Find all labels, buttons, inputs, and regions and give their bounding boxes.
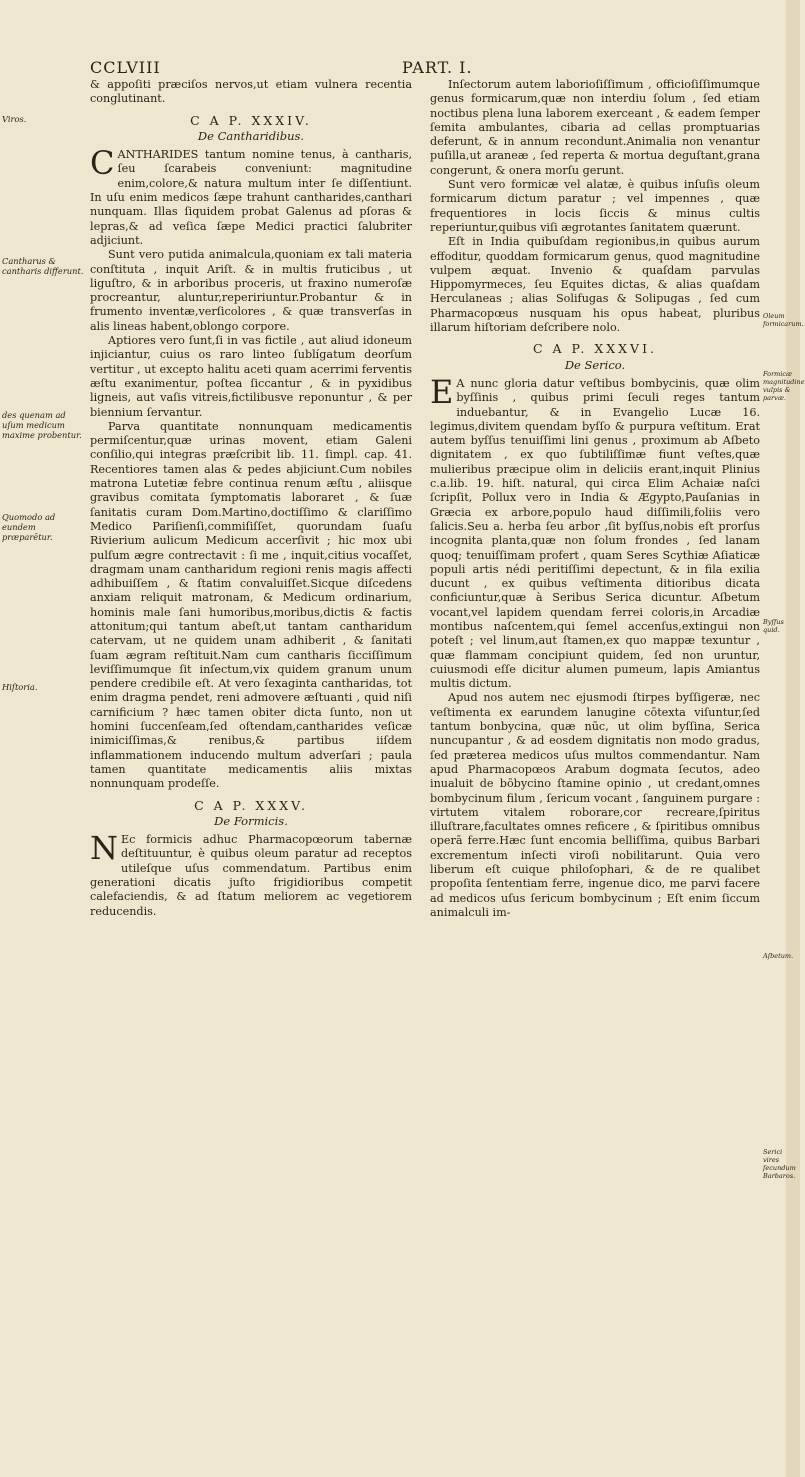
chapter-34-paragraph-4: Parva quantitate nonnunquam medicamentis permiſcentur,quæ urinas movent, etiam Galeni conſilio,qui integras præſcribit lib. 11. ſimpl. cap. 41. Recentiores tamen alas & pedes abjiciunt.Cum nobiles matrona Lutetiæ febre continua renum æſtu , aliisque gravibus comitata ſymptomatis laboraret , & ſuæ ſanitatis curam Dom.Martino,doctiſſimo & clariſſimo Medico Pariſienſi,commiſiſſet, quorundam ſuaſu Rivierium aulicum Medicum accerſivit ; hic mox ubi pulſum ægre contrectavit : ſi me , inquit,citius vocaſſet, dragmam unam cantharidum regioni renis magis affecti adhibuiſſem , & ſtatim convaluiſſet.Sicque diſcedens anxiam reliquit matronam, & Medicum ordinarium, hominis male ſani humoribus,moribus,dictis & factis attonitum;qui tantum abeſt,ut tantam cantharidum catervam, ut ne quidem unam adhiberit , & ſanitati ſuam ægram reſtituit.Nam cum cantharis ſicciſſimum leviſſimumque ſit inſectum,vix quidem granum unum pendere credibile eſt. At vero ſexaginta cantharidas, tot enim dragma pendet, reni admovere æſtuanti , quid niſi carnificium ? hæc tamen obiter dicta ſunto, non ut homini ſuccenſeam,ſed oſtendam,cantharides veſicæ inimiciſſimas,& renibus,& partibus iiſdem inflammationem inducendo multum adverſari ; paula tamen quantitate medicamentis aliis mixtas nonnunquam prodeſſe.: [90, 419, 412, 791]
right-column: [430, 78, 760, 920]
margin-note-oleum: Oleum formicarum.: [763, 312, 804, 328]
chapter-36-subtitle: De Serico.: [564, 357, 626, 372]
margin-note-usus: des quenam ad uſum medicum maxime probentur.: [2, 410, 82, 440]
page-edge: [786, 0, 800, 1477]
formicae-paragraph-1: Inſectorum autem laborioſiſſimum , officioſiſſimumque genus formicarum,quæ non interdiu ſolum , ſed etiam noctibus plena luna laborem exerceant , & eadem ſemper ſemita ambulantes, cibaria ad cellas promptuarias deferunt, & in annum recondunt.Animalia non venantur puſilla,ut araneæ , ſed reperta & mortua deguſtant,grana congerunt, & onera morſu gerunt.: [430, 78, 760, 177]
margin-note-quomodo: Quomodo ad eundem præparētur.: [2, 512, 56, 542]
drop-cap: N: [90, 829, 118, 868]
chapter-34-heading: C A P. XXXIV.: [190, 112, 312, 128]
paragraph-text: ANTHARIDES tantum nomine tenus, à cantharis, ſeu ſcarabeis conveniunt: magnitudine enim,colore,& natura multum inter ſe diſſentiunt. In uſu enim medicos ſæpe trahunt cantharides,canthari nunquam. Illas ſiquidem probat Galenus ad pſoras & lepras,& ad veſica ſæpe Medici practici ſalubriter adjiciunt.: [90, 148, 412, 247]
page-number: CCLVIII: [90, 58, 161, 77]
chapter-36-paragraph-1: [430, 372, 760, 692]
paragraph-text: Ec formicis adhuc Pharmacopœorum tabernæ deſtituuntur, è quibus oleum paratur ad receptos utileſque uſus commendatum. Partibus enim generationi dicatis juſto frigidioribus competit calefaciendis, & ad ſtatum meliorem ac vegetiorem reducendis.: [90, 833, 412, 918]
paragraph-text: A nunc gloria datur veſtibus bombycinis, quæ olim byſſinis , quibus primi ſeculi reges tantum induebantur, & in Evangelio Lucæ 16. legimus,divitem quendam byſſo & purpura veſtitum. Erat autem byſſus tenuiſſimi lini genus , proximum ab Aſbeto dignitatem , ex quo ſubtiliſſimæ fiunt veſtes,quæ mulieribus præcipue olim in deliciis erant,inquit Plinius c.a.lib. 19. hiſt. natural, qui circa Elim Achaiæ naſci ſcripſit, Pollux vero in India & Ægypto,Pauſanias in Græcia ex arbore,populo haud diſſimili,foliis vero ſalicis.Seu a. herba ſeu arbor ,ſit byſſus,nobis eſt prorſus incognita planta,quæ non ſolum frondes , ſed lanam quoq; tenuiſſimam profert , quam Seres Scythiæ Aſiaticæ populi artis nédi peritiſſimi depectunt, & in fila exilia ducunt , ex quibus veſtimenta ditioribus dicata conficiuntur,quæ à Seribus Serica dicuntur. Aſbetum vocant,vel lapidem quendam ferrei coloris,in Arcadiæ montibus naſcentem,qui ſemel accenſus,extingui non poteſt ; vel linum,aut ſtamen,ex quo mappæ texuntur , quæ flammam concipiunt quidem, ſed non uruntur, cuiusmodi eſſe dicitur alumen pumeum, lapis Amiantus multis dictum.: [430, 376, 760, 691]
margin-note-historia: Hiſtoria.: [2, 682, 38, 692]
chapter-34-paragraph-1: [90, 144, 412, 248]
formicae-paragraph-3: Eſt in India quibuſdam regionibus,in quibus aurum effoditur, quoddam formicarum genus, quod magnitudine vulpem æquat. Invenio & quaſdam parvulas Hippomyrmeces, ſeu Equites dictas, & alias quaſdam Herculaneas ; alias Solifugas & Solipugas , ſed cum Pharmacopœus nusquam his opus habeat, pluribus illarum hiſtoriam deſcribere nolo.: [430, 235, 760, 335]
chapter-36-paragraph-2: Apud nos autem nec ejusmodi ſtirpes byſſigeræ, nec veſtimenta ex earundem lanugine cōtexta viſuntur,ſed tantum bonbycina, quæ nūc, ut olim byſſina, Serica nuncupantur , & ad eosdem dignitatis non modo gradus, ſed præterea medicos uſus multos commendantur. Nam apud Pharmacopœos Arabum dogmata ſecutos, adeo inualuit de bōbycino ſtamine opinio , ut credant,omnes bombycinum filum , ſericum vocant , ſanguinem purgare : virtutem vitalem roborare,cor recreare,ſpiritus illuſtrare,facultates omnes reficere , & ſpiritibus omnibus operā ferre.Hæc ſunt encomia belliſſima, quibus Barbari excrementum inſecti viroſi nobilitarunt. Quia vero liberum eſt cuique philoſophari, & de re qualibet propoſita ſententiam ferre, ingenue dico, me parvi facere ad medicos uſus ſericum bombycinum ; Eſt enim ſiccum animalculi im-: [430, 691, 760, 919]
running-header: PART. I.: [402, 58, 473, 77]
intro-paragraph: & appoſiti præciſos nervos,ut etiam vulnera recentia conglutinant.: [90, 78, 412, 106]
margin-note-formicae: Formicæ magnitudine vulpis & parvæ.: [763, 370, 805, 402]
chapter-35-paragraph-1: [90, 829, 412, 919]
formicae-paragraph-2: Sunt vero formicæ vel alatæ, è quibus inſuſis oleum formicarum dictum paratur ; vel impennes , quæ frequentiores in locis ſiccis & minus cultis reperiuntur,quibus viſi ægrotantes ſanitatem quærunt.: [430, 178, 760, 234]
chapter-35-heading: C A P. XXXV.: [194, 797, 308, 813]
margin-note-sericum: Serici vires ſecundum Barbaros.: [763, 1148, 796, 1180]
chapter-36-heading: C A P. XXXVI.: [533, 341, 657, 357]
chapter-34-paragraph-2: Sunt vero putida animalcula,quoniam ex tali materia conſtituta , inquit Ariſt. & in multis fruticibus , ut liguſtro, & in arboribus proceris, ut fraxino numeroſæ procreantur, aluntur,repeririuntur.Probantur & in frumento inventæ,verſicolores , & quæ transverſas in alis lineas habent,oblongo corpore.: [90, 248, 412, 333]
left-column: [90, 78, 412, 919]
chapter-34-paragraph-3: Aptiores vero ſunt,ſi in vas fictile , aut aliud idoneum injiciantur, cuius os raro linteo ſublígatum deorſum vertitur , ut excepto halitu aceti quam acerrimi ferventis æſtu exanimentur, poſtea ſiccantur , & in pyxidibus ligneis, aut vaſis vitreis,fictilibusve reponuntur , & per biennium ſervantur.: [90, 334, 412, 419]
margin-note-cantharus: Cantharus & cantharis differunt.: [2, 256, 84, 276]
drop-cap: E: [430, 372, 454, 411]
drop-cap: C: [90, 144, 115, 183]
margin-note-viros: Viros.: [2, 114, 27, 124]
chapter-34-subtitle: De Cantharidibus.: [197, 128, 305, 143]
margin-note-asbetum: Aſbetum.: [763, 952, 794, 960]
chapter-35-subtitle: De Formicis.: [214, 813, 288, 828]
margin-note-byssus: Byſſus quid.: [763, 618, 784, 634]
